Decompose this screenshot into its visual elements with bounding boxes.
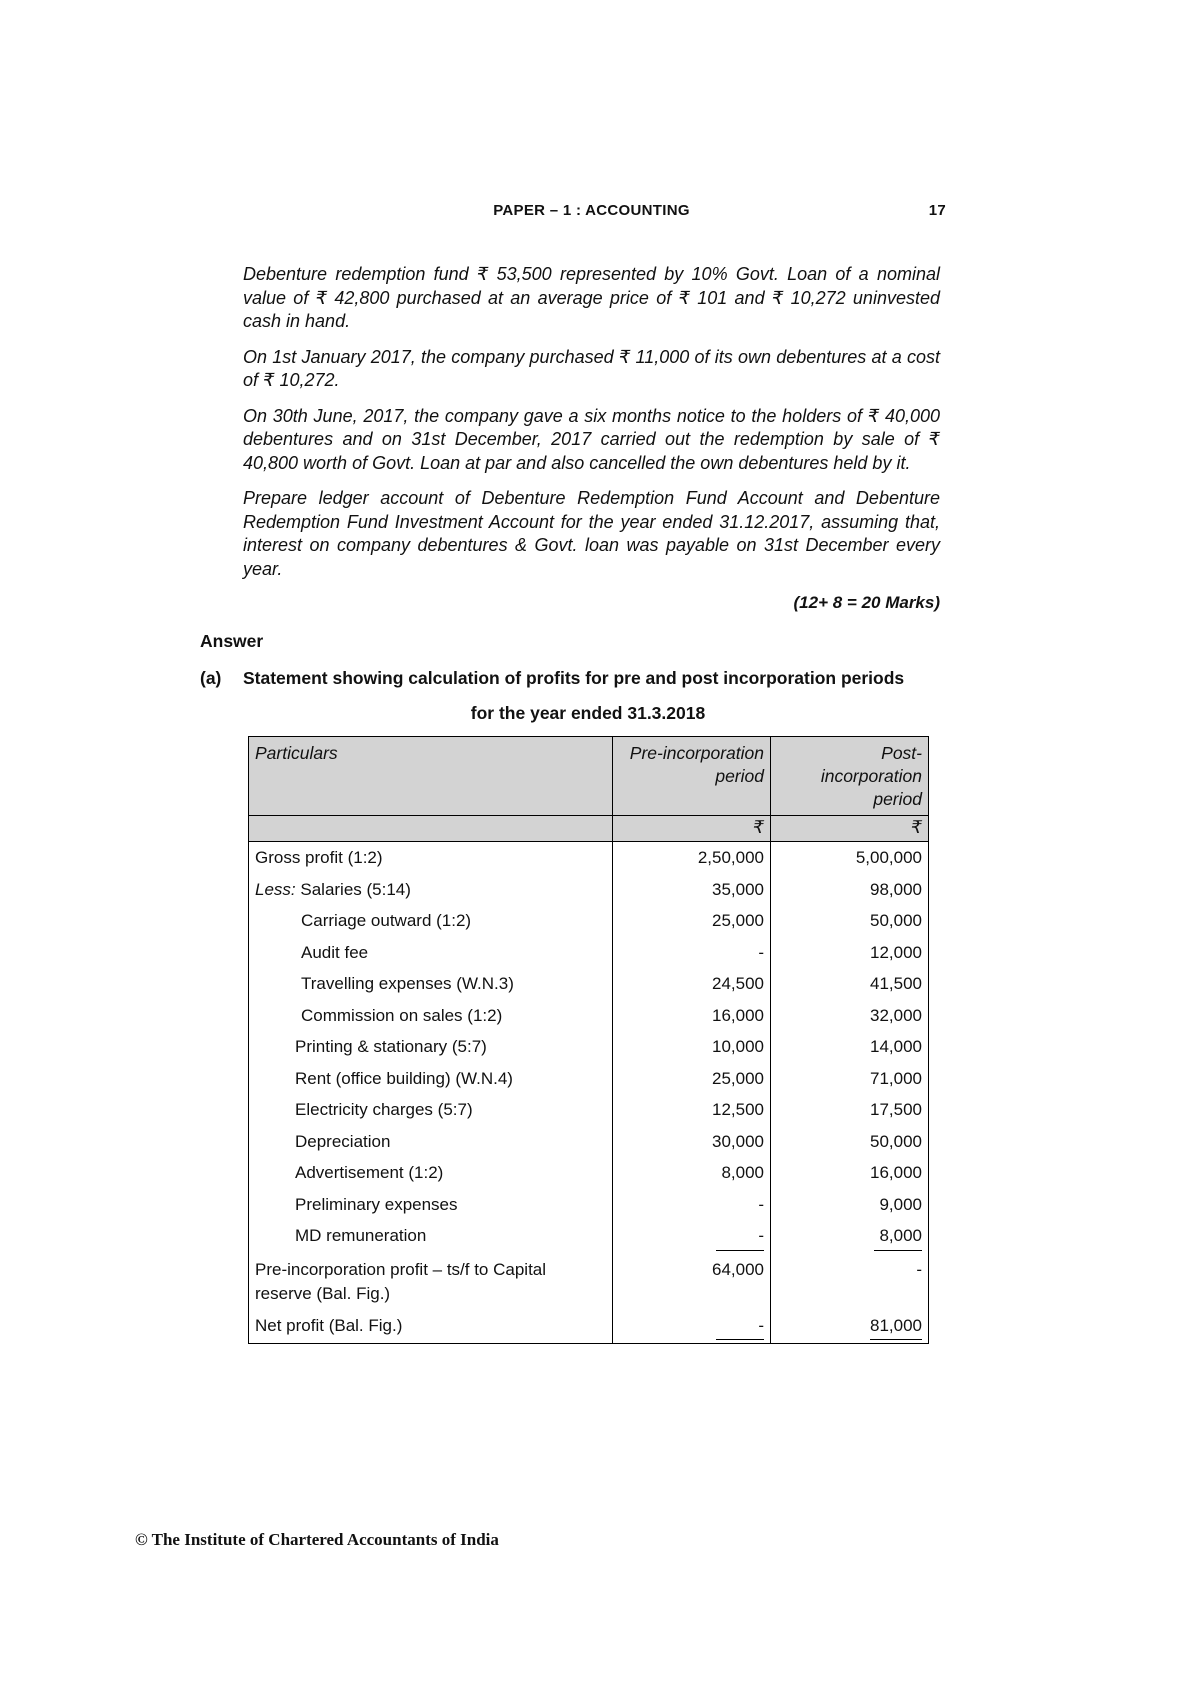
question-paragraph-1: Debenture redemption fund ₹ 53,500 represented by 10% Govt. Loan of a nominal value of ₹ 42,800 purchased at an average price of ₹ 101 and ₹ 10,272 uninvested cash in hand.: [243, 264, 940, 331]
table-row: [249, 1220, 929, 1254]
table-row: [249, 968, 929, 1000]
paper-title: PAPER – 1 : ACCOUNTING: [493, 202, 690, 219]
row-label: Net profit (Bal. Fig.): [249, 1310, 613, 1344]
row-label: Audit fee: [249, 937, 613, 969]
row-pre-value: 16,000: [613, 1000, 771, 1032]
statement-title: Statement showing calculation of profits for pre and post incorporation periods: [243, 668, 905, 688]
statement-subtitle: for the year ended 31.3.2018: [470, 703, 706, 723]
row-post-value: 32,000: [771, 1000, 929, 1032]
table-row: [249, 937, 929, 969]
copyright-footer: © The Institute of Chartered Accountants of India: [135, 1530, 499, 1549]
row-label: Depreciation: [249, 1126, 613, 1158]
row-post-value: 50,000: [771, 1126, 929, 1158]
underlined-value: 8,000: [874, 1224, 922, 1251]
row-post-value: 50,000: [771, 905, 929, 937]
row-pre-value: [613, 1310, 771, 1344]
row-label: Travelling expenses (W.N.3): [249, 968, 613, 1000]
row-post-value: [771, 1310, 929, 1344]
table-row: [249, 1126, 929, 1158]
table-row: [249, 1254, 929, 1310]
row-post-value: 5,00,000: [771, 842, 929, 874]
row-post-value: 14,000: [771, 1031, 929, 1063]
underlined-value: -: [716, 1224, 764, 1251]
row-pre-value: 25,000: [613, 905, 771, 937]
question-paragraph-4: Prepare ledger account of Debenture Redemption Fund Account and Debenture Redemption Fund Investment Account for the year ended 31.12.2017, assuming that, interest on company debentures & Govt. loan was payable on 31st December every year.: [243, 488, 940, 579]
row-post-value: 71,000: [771, 1063, 929, 1095]
row-pre-value: 12,500: [613, 1094, 771, 1126]
profit-statement-table: [248, 736, 929, 1344]
underlined-value: -: [716, 1314, 764, 1341]
row-label: MD remuneration: [249, 1220, 613, 1254]
marks-label: (12+ 8 = 20 Marks): [793, 593, 940, 612]
row-pre-value: [613, 1220, 771, 1254]
row-post-value: 17,500: [771, 1094, 929, 1126]
row-label-text: Salaries (5:14): [300, 879, 411, 899]
table-row: [249, 1000, 929, 1032]
row-pre-value: 25,000: [613, 1063, 771, 1095]
table-header: [249, 737, 929, 842]
row-label: Advertisement (1:2): [249, 1157, 613, 1189]
row-pre-value: 24,500: [613, 968, 771, 1000]
table-row: [249, 842, 929, 874]
row-post-value: 16,000: [771, 1157, 929, 1189]
currency-symbol-post: ₹: [771, 816, 929, 842]
table-header-row: [249, 737, 929, 816]
page-number: 17: [928, 202, 946, 219]
table-row: [249, 1157, 929, 1189]
row-post-value: 9,000: [771, 1189, 929, 1221]
row-post-value: 12,000: [771, 937, 929, 969]
row-label: Gross profit (1:2): [249, 842, 613, 874]
col-header-particulars: Particulars: [249, 737, 613, 816]
table-row: [249, 1031, 929, 1063]
row-pre-value: 35,000: [613, 874, 771, 906]
content-column: [200, 263, 940, 1344]
row-label: Printing & stationary (5:7): [249, 1031, 613, 1063]
row-post-value: [771, 1220, 929, 1254]
table-row: [249, 1189, 929, 1221]
row-label: Electricity charges (5:7): [249, 1094, 613, 1126]
row-pre-value: 8,000: [613, 1157, 771, 1189]
currency-symbol-pre: ₹: [613, 816, 771, 842]
table-row: [249, 1094, 929, 1126]
row-post-value: 98,000: [771, 874, 929, 906]
row-label: Rent (office building) (W.N.4): [249, 1063, 613, 1095]
row-pre-value: -: [613, 1189, 771, 1221]
answer-heading: Answer: [200, 631, 264, 651]
row-label: Commission on sales (1:2): [249, 1000, 613, 1032]
row-pre-value: 64,000: [613, 1254, 771, 1310]
row-pre-value: 30,000: [613, 1126, 771, 1158]
row-pre-value: -: [613, 937, 771, 969]
answer-item-heading: [200, 668, 940, 689]
table-row: [249, 905, 929, 937]
row-label: [249, 874, 613, 906]
currency-row: [249, 816, 929, 842]
row-post-value: 41,500: [771, 968, 929, 1000]
less-prefix: Less:: [255, 879, 296, 899]
item-letter: (a): [200, 668, 222, 688]
table-row: [249, 1310, 929, 1344]
underlined-value: 81,000: [870, 1314, 922, 1341]
row-label: Carriage outward (1:2): [249, 905, 613, 937]
question-paragraph-2: On 1st January 2017, the company purchased ₹ 11,000 of its own debentures at a cost of ₹ 10,272.: [243, 346, 940, 390]
row-post-value: -: [771, 1254, 929, 1310]
col-header-post-incorporation: Post- incorporation period: [771, 737, 929, 816]
question-paragraph-3: On 30th June, 2017, the company gave a six months notice to the holders of ₹ 40,000 debentures and on 31st December, 2017 carried out the redemption by sale of ₹ 40,800 worth of Govt. Loan at par and also cancelled the own debentures held by it.: [243, 405, 940, 473]
col-header-pre-incorporation: Pre-incorporation period: [613, 737, 771, 816]
row-pre-value: 10,000: [613, 1031, 771, 1063]
table-row: [249, 874, 929, 906]
row-pre-value: 2,50,000: [613, 842, 771, 874]
row-label: Pre-incorporation profit – ts/f to Capital reserve (Bal. Fig.): [249, 1254, 613, 1310]
table-body: [249, 842, 929, 1344]
currency-blank-cell: [249, 816, 613, 842]
row-label: Preliminary expenses: [249, 1189, 613, 1221]
running-header: [243, 202, 946, 219]
table-row: [249, 1063, 929, 1095]
